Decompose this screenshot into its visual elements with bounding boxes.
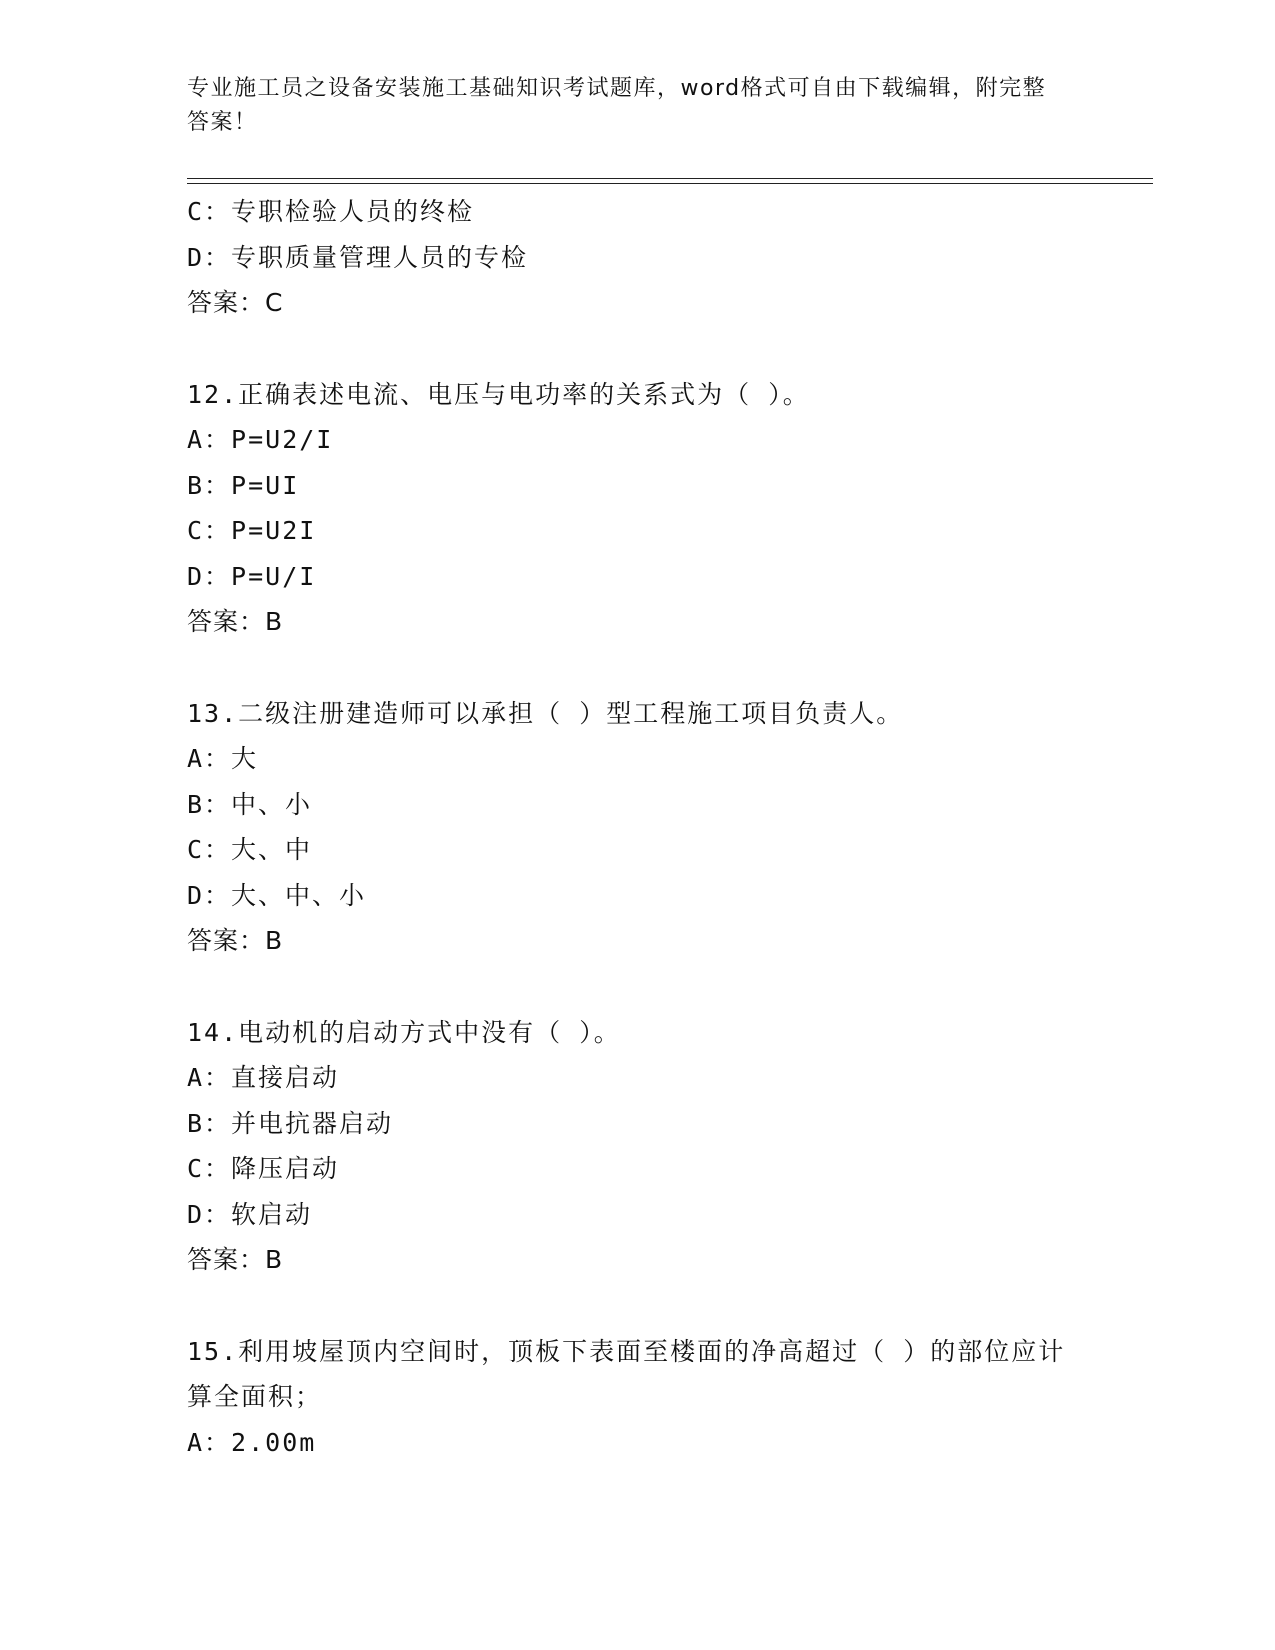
question-14 [187,1010,1087,1283]
option-d: D：P=U/I [187,561,317,591]
answer: 答案：B [187,607,284,636]
document-header: 专业施工员之设备安装施工基础知识考试题库，word格式可自由下载编辑，附完整答案！ [187,76,1047,135]
option-a: A：2.00m [187,1427,317,1457]
answer: 答案：B [187,1245,284,1274]
option-d: D：软启动 [187,1199,313,1229]
option-c: C：大、中 [187,835,313,864]
question-list [187,189,1087,1465]
answer: 答案：B [187,926,284,955]
option-c: C：降压启动 [187,1154,340,1183]
option-d: D：大、中、小 [187,880,367,910]
question-stem: 15.利用坡屋顶内空间时，顶板下表面至楼面的净高超过（ ）的部位应计算全面积； [187,1336,1066,1411]
option-d: D：专职质量管理人员的专检 [187,242,529,272]
question-stem: 13.二级注册建造师可以承担（ ）型工程施工项目负责人。 [187,698,904,728]
question-11-continuation [187,189,1087,326]
option-a: A：直接启动 [187,1063,340,1092]
question-stem: 12.正确表述电流、电压与电功率的关系式为（ ）。 [187,379,810,409]
option-b: B：中、小 [187,789,313,819]
option-b: B：P=UI [187,470,300,500]
answer: 答案：C [187,288,284,317]
question-stem: 14.电动机的启动方式中没有（ ）。 [187,1017,621,1047]
option-c: C：专职检验人员的终检 [187,197,475,226]
question-13 [187,691,1087,964]
option-c: C：P=U2I [187,516,317,545]
option-b: B：并电抗器启动 [187,1108,394,1138]
header-divider-top [187,178,1153,179]
question-15 [187,1329,1087,1466]
option-a: A：P=U2/I [187,425,334,454]
header-divider-bottom [187,183,1153,184]
question-12 [187,372,1087,645]
option-a: A：大 [187,744,259,773]
